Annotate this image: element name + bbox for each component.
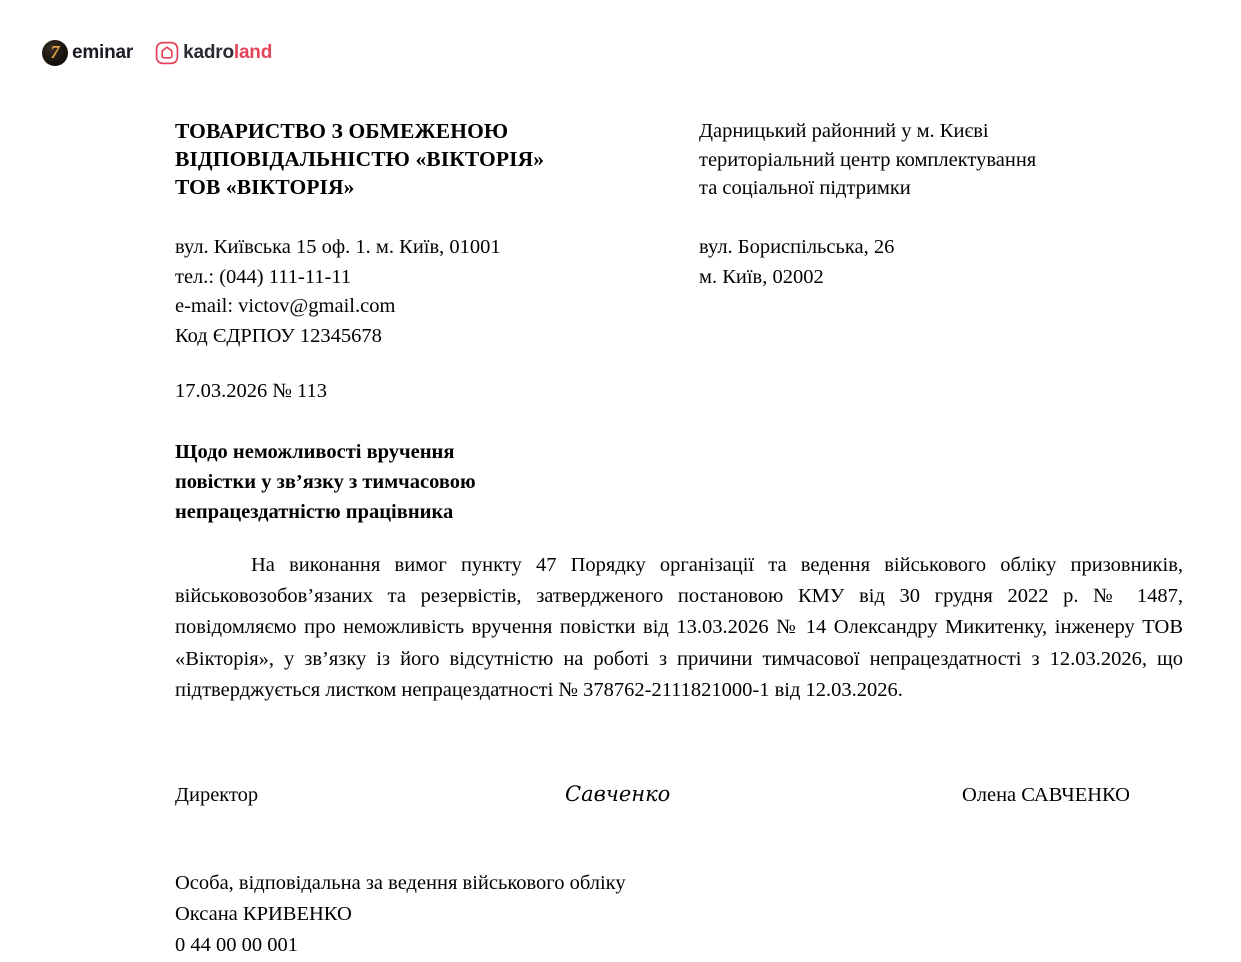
recipient-address-street: вул. Бориспільська, 26 xyxy=(699,236,895,258)
sender-address-street: вул. Київська 15 оф. 1. м. Київ, 01001 xyxy=(175,236,501,258)
responsible-person-phone: 0 44 00 00 001 xyxy=(175,934,298,956)
recipient-line-2: територіальний центр комплектування xyxy=(699,148,1037,171)
kadroland-logo-text-land: land xyxy=(233,42,273,63)
kadroland-logo-text-kadro: kadro xyxy=(183,42,234,63)
signatory-title: Директор xyxy=(175,784,259,806)
sender-block xyxy=(175,117,699,203)
document-date-and-number: 17.03.2026 № 113 xyxy=(175,380,328,402)
responsible-person-role: Особа, відповідальна за ведення військового обліку xyxy=(175,872,626,894)
sender-org-line-1: ТОВАРИСТВО З ОБМЕЖЕНОЮ xyxy=(175,119,509,143)
recipient-address-block xyxy=(699,233,1183,351)
kadroland-logo[interactable] xyxy=(155,41,272,65)
kadroland-house-icon xyxy=(155,41,179,65)
zeminar-logo-icon xyxy=(42,40,68,66)
address-row xyxy=(175,233,1183,351)
sender-address-email: e-mail: victov@gmail.com xyxy=(175,295,396,317)
signatory-name: Олена САВЧЕНКО xyxy=(961,784,1130,806)
signature-row xyxy=(175,782,1130,807)
handwritten-signature: Савченко xyxy=(565,782,671,806)
document-subject xyxy=(175,437,735,527)
recipient-line-1: Дарницький районний у м. Києві xyxy=(699,120,989,142)
zeminar-logo-mark-char: 7 xyxy=(50,42,60,62)
zeminar-logo[interactable] xyxy=(42,40,133,66)
recipient-line-3: та соціальної підтримки xyxy=(699,177,911,199)
document-header xyxy=(175,117,1183,203)
responsible-person-name: Оксана КРИВЕНКО xyxy=(175,903,352,925)
sender-address-edrpou: Код ЄДРПОУ 12345678 xyxy=(175,324,382,347)
recipient-address-city: м. Київ, 02002 xyxy=(699,265,824,288)
subject-line-3: непрацездатністю працівника xyxy=(175,501,454,523)
sender-organization-name xyxy=(175,117,685,201)
sender-org-line-3: ТОВ «ВІКТОРІЯ» xyxy=(175,175,355,199)
kadroland-logo-text xyxy=(183,42,272,64)
sender-org-line-2: ВІДПОВІДАЛЬНІСТЮ «ВІКТОРІЯ» xyxy=(175,147,545,171)
responsible-person-block xyxy=(175,868,875,961)
subject-line-2: повістки у зв’язку з тимчасовою xyxy=(175,471,476,493)
sender-address-phone: тел.: (044) 111-11-11 xyxy=(175,265,352,288)
branding-bar xyxy=(42,36,272,70)
subject-line-1: Щодо неможливості вручення xyxy=(175,441,455,463)
recipient-block xyxy=(699,117,1183,203)
zeminar-logo-text: eminar xyxy=(72,42,134,63)
document-body-text: На виконання вимог пункту 47 Порядку організації та ведення військового обліку призовників, військовозобов’язаних та резервістів, затвердженого постановою КМУ від 30 грудня 2022 р. № 1487, повідомляємо про неможливість вручення повістки від 13.03.2026 № 14 Олександру Микитенку, інженеру ТОВ «Вікторія», у зв’язку із його відсутністю на роботі з причини тимчасової непрацездатності з 12.03.2026, що підтверджується листком непрацездатності № 378762-2111821000-1 від 12.03.2026. xyxy=(175,554,1183,701)
sender-address-block xyxy=(175,233,699,351)
recipient-organization-name xyxy=(699,117,1183,203)
